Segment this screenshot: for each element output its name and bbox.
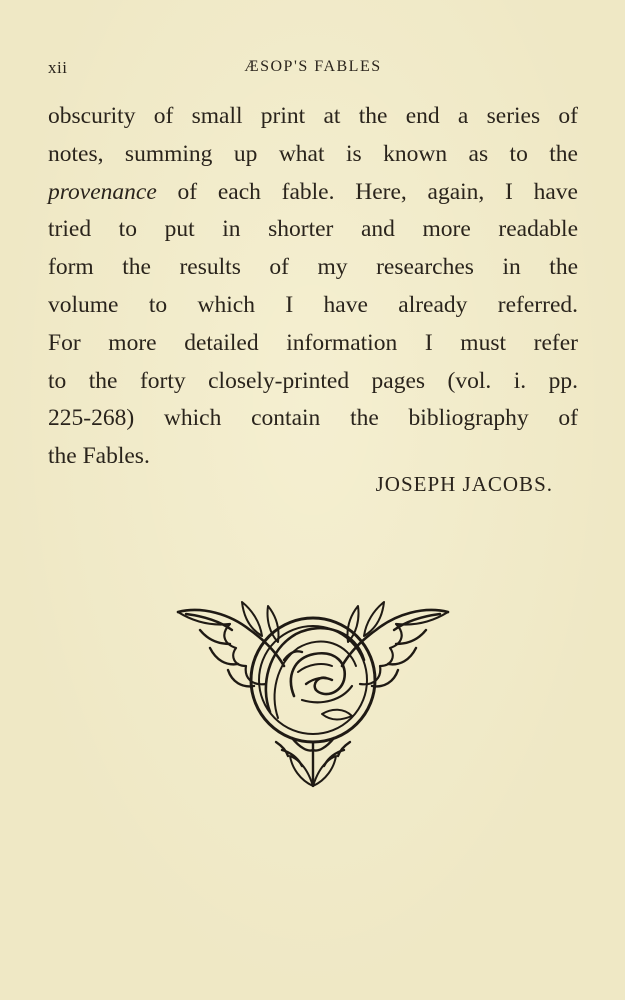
running-head <box>48 58 578 86</box>
text-line: form the results of my researches in the <box>48 254 578 281</box>
text-line: the Fables. <box>48 443 150 470</box>
author-signature: JOSEPH JACOBS. <box>375 472 553 496</box>
italic-term: provenance <box>48 178 157 205</box>
text-line: provenance of each fable. Here, again, I have <box>48 178 578 205</box>
floral-vignette-icon <box>172 600 454 790</box>
text-line: to the forty closely-printed pages (vol. i. pp. <box>48 367 578 394</box>
text-line: volume to which I have already referred. <box>48 291 578 318</box>
text-line: tried to put in shorter and more readable <box>48 216 578 243</box>
text-line: notes, summing up what is known as to the <box>48 140 578 167</box>
text-line: obscurity of small print at the end a series of <box>48 103 578 129</box>
running-title: ÆSOP'S FABLES <box>244 58 382 75</box>
page-number: xii <box>48 58 68 77</box>
body-paragraph <box>48 98 578 476</box>
text-line: For more detailed information I must refer <box>48 329 578 356</box>
text-line: 225-268) which contain the bibliography of <box>48 405 578 432</box>
